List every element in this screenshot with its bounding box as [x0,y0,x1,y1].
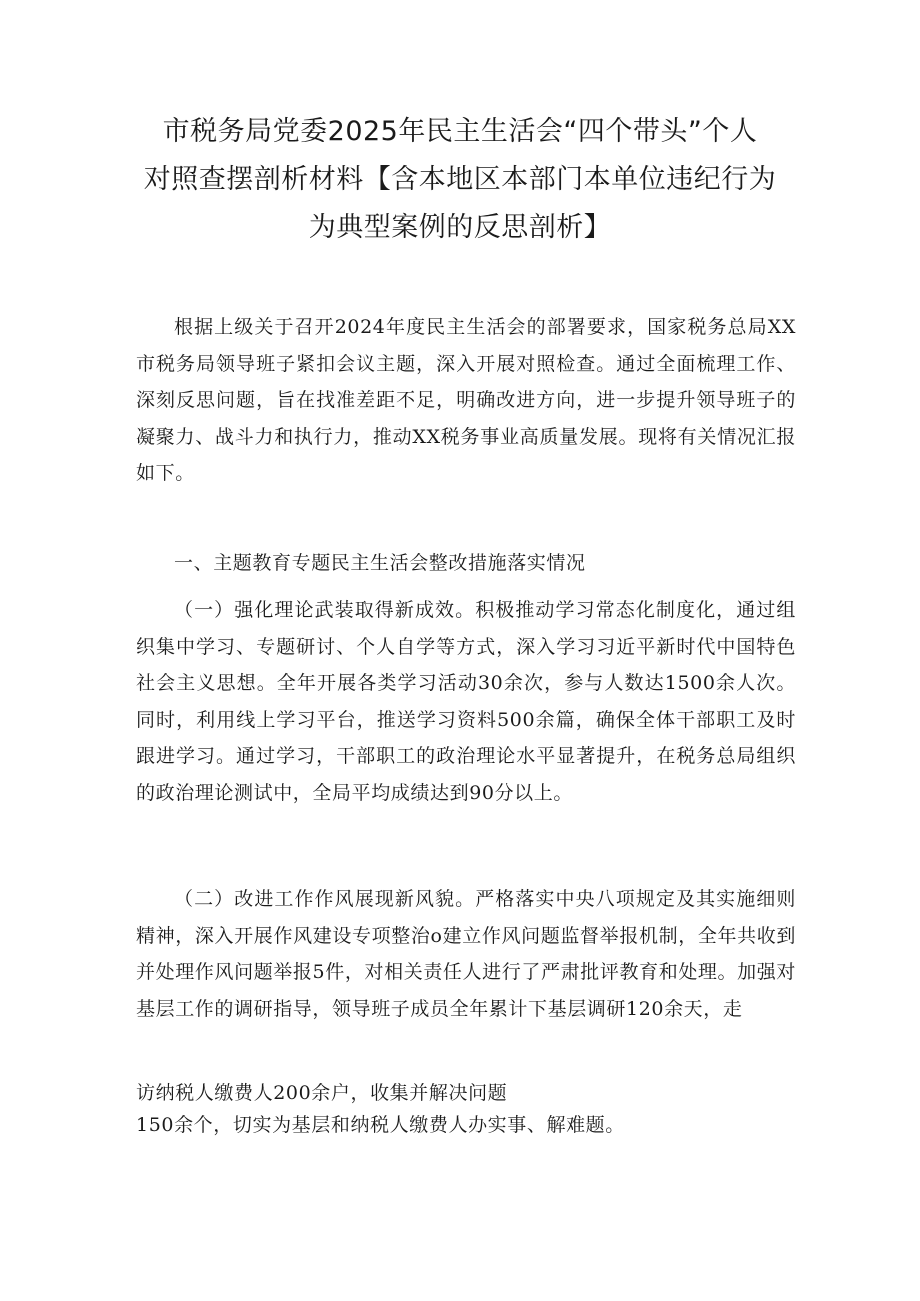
section-2-tail-line: 访纳税人缴费人200余户，收集并解决问题 [136,1082,508,1104]
title-line-1: 市税务局党委2025年民主生活会“四个带头”个人 [162,116,758,147]
section-heading-1: 一、主题教育专题民主生活会整改措施落实情况 [174,552,586,574]
title-line-2: 对照查摆剖析材料【含本地区本部门本单位违纪行为 [143,164,777,195]
intro-paragraph: 根据上级关于召开2024年度民主生活会的部署要求，国家税务总局XX市税务局领导班子紧扣会议主题，深入开展对照检查。通过全面梳理工作、深刻反思问题，旨在找准差距不足，明确改进方向，进一步提升领导班子的凝聚力、战斗力和执行力，推动XX税务事业高质量发展。现将有关情况汇报如下。 [136,316,796,484]
section-2-paragraph: （二）改进工作作风展现新风貌。严格落实中央八项规定及其实施细则精神，深入开展作风建设专项整治o建立作风问题监督举报机制，全年共收到并处理作风问题举报5件，对相关责任人进行了严肃批评教育和处理。加强对基层工作的调研指导，领导班子成员全年累计下基层调研120余天，走 [136,888,796,1020]
title-line-3: 为典型案例的反思剖析】 [308,212,612,243]
section-2-last-line: 150余个，切实为基层和纳税人缴费人办实事、解难题。 [136,1114,625,1136]
section-1-paragraph: （一）强化理论武装取得新成效。积极推动学习常态化制度化，通过组织集中学习、专题研讨、个人自学等方式，深入学习习近平新时代中国特色社会主义思想。全年开展各类学习活动30余次，参与人数达1500余人次。同时，利用线上学习平台，推送学习资料500余篇，确保全体干部职工及时跟进学习。通过学习，干部职工的政治理论水平显著提升，在税务总局组织的政治理论测试中，全局平均成绩达到90分以上。 [136,599,796,804]
document-title [120,108,800,252]
